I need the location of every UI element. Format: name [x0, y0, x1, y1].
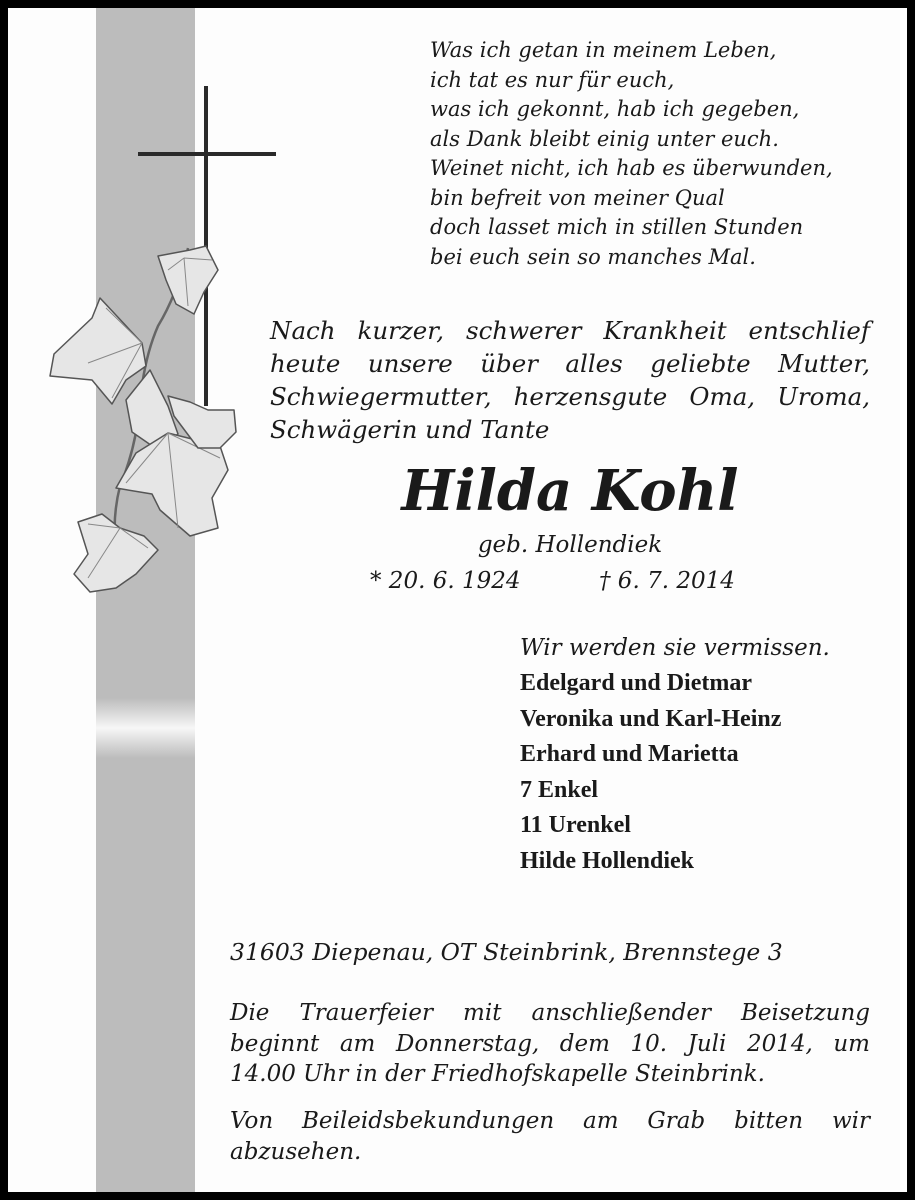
- birth-date: * 20. 6. 1924: [370, 568, 521, 594]
- mourner-name: 11 Urenkel: [520, 812, 631, 838]
- notice-line: Schwägerin und Tante: [270, 415, 550, 444]
- mourner-name: 7 Enkel: [520, 776, 599, 803]
- mourner-name: Veronika und Karl-Heinz: [520, 705, 782, 732]
- poem-line: bei euch sein so manches Mal.: [430, 244, 756, 269]
- ivy-illustration: [8, 8, 308, 628]
- poem-line: Was ich getan in meinem Leben,: [430, 38, 777, 62]
- condolence-line: abzusehen.: [230, 1138, 362, 1165]
- notice-line: Nach kurzer, schwerer Krankheit entschlief: [270, 316, 870, 345]
- address: 31603 Diepenau, OT Steinbrink, Brennstege 3: [230, 938, 783, 966]
- mourner-name: Hilde Hollendiek: [520, 847, 695, 874]
- poem-line: was ich gekonnt, hab ich gegeben,: [430, 97, 800, 121]
- poem-line: Weinet nicht, ich hab es überwunden,: [430, 156, 833, 180]
- mourners-list: [520, 630, 830, 879]
- condolence-note: [230, 1106, 870, 1167]
- stripe-fade: [92, 698, 200, 758]
- funeral-line: 14.00 Uhr in der Friedhofskapelle Steinbrink.: [230, 1061, 765, 1087]
- notice-line: Schwiegermutter, herzensgute Oma, Uroma,: [270, 382, 870, 411]
- mourner-name: Edelgard und Dietmar: [520, 670, 753, 696]
- death-notice: [270, 314, 870, 446]
- funeral-info: [230, 998, 870, 1090]
- death-date: † 6. 7. 2014: [599, 568, 735, 594]
- funeral-line: beginnt am Donnerstag, dem 10. Juli 2014, um: [230, 1030, 870, 1057]
- poem: [430, 36, 833, 272]
- deceased-name: Hilda Kohl: [401, 458, 739, 524]
- poem-line: ich tat es nur für euch,: [430, 67, 675, 92]
- condolence-line: Von Beileidsbekundungen am Grab bitten wir: [230, 1108, 870, 1134]
- mourner-name: Erhard und Marietta: [520, 741, 739, 767]
- poem-line: als Dank bleibt einig unter euch.: [430, 126, 779, 151]
- poem-line: bin befreit von meiner Qual: [430, 185, 725, 210]
- mourners-intro: Wir werden sie vermissen.: [520, 635, 830, 661]
- poem-line: doch lasset mich in stillen Stunden: [430, 215, 804, 239]
- notice-line: heute unsere über alles geliebte Mutter,: [270, 349, 870, 378]
- born-name: geb. Hollendiek: [477, 532, 663, 558]
- funeral-line: Die Trauerfeier mit anschließender Beisetzung: [230, 1000, 870, 1026]
